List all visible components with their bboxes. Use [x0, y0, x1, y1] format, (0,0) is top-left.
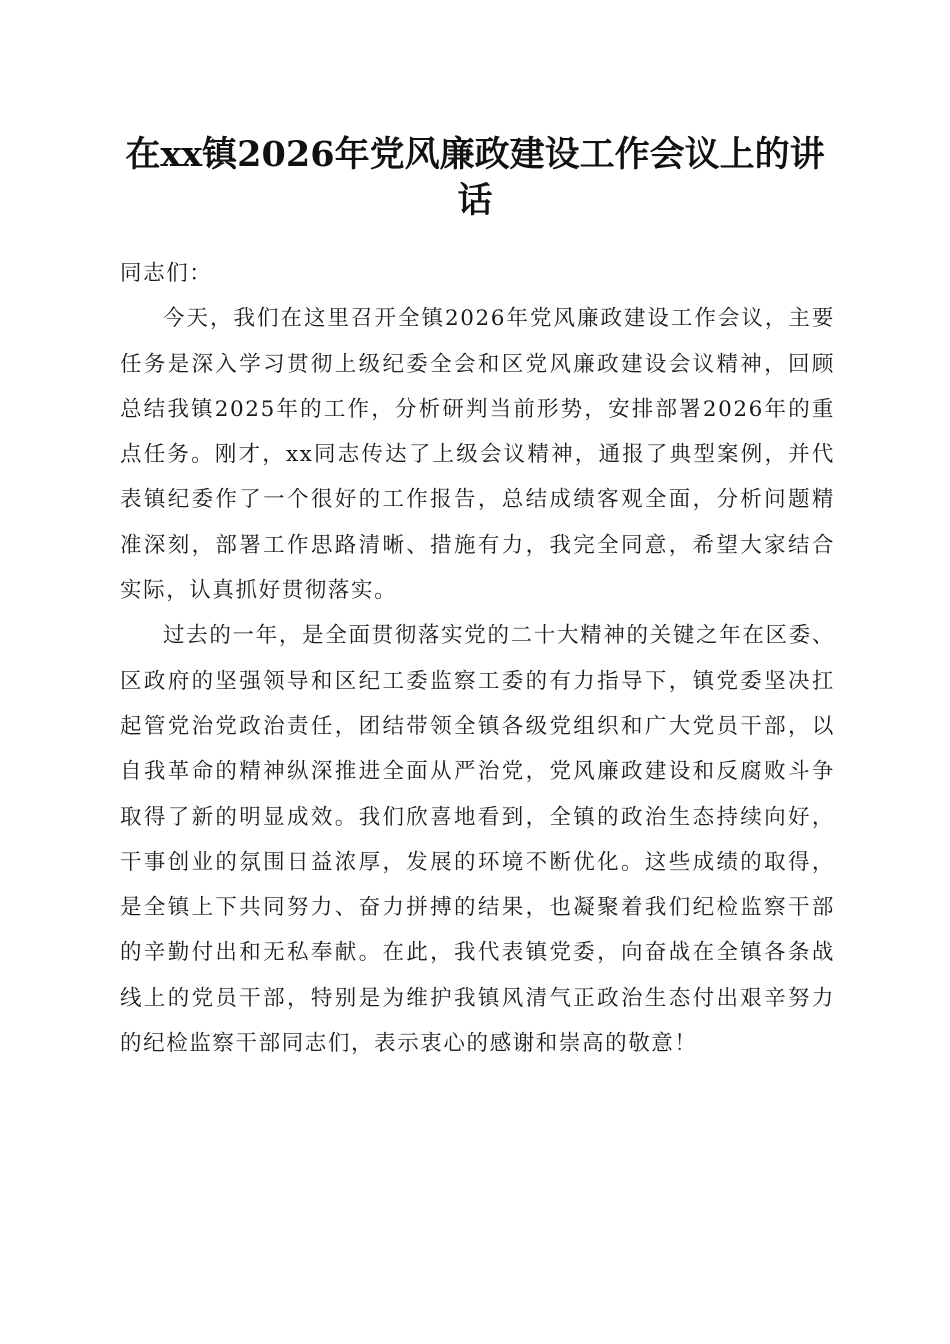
paragraph-opening: 今天，我们在这里召开全镇2026年党风廉政建设工作会议，主要任务是深入学习贯彻上级纪委全会和区党风廉政建设会议精神，回顾总结我镇2025年的工作，分析研判当前形势，安排部署2026年的重点任务。刚才，xx同志传达了上级会议精神，通报了典型案例，并代表镇纪委作了一个很好的工作报告，总结成绩客观全面，分析问题精准深刻，部署工作思路清晰、措施有力，我完全同意，希望大家结合实际，认真抓好贯彻落实。: [120, 306, 835, 604]
paragraph-review: 过去的一年，是全面贯彻落实党的二十大精神的关键之年在区委、区政府的坚强领导和区纪工委监察工委的有力指导下，镇党委坚决扛起管党治党政治责任，团结带领全镇各级党组织和广大党员干部，以自我革命的精神纵深推进全面从严治党，党风廉政建设和反腐败斗争取得了新的明显成效。我们欣喜地看到，全镇的政治生态持续向好，干事创业的氛围日益浓厚，发展的环境不断优化。这些成绩的取得，是全镇上下共同努力、奋力拼搏的结果，也凝聚着我们纪检监察干部的辛勤付出和无私奉献。在此，我代表镇党委，向奋战在全镇各条战线上的党员干部，特别是为维护我镇风清气正政治生态付出艰辛努力的纪检监察干部同志们，表示衷心的感谢和崇高的敬意！: [120, 623, 835, 1057]
salutation: 同志们：: [120, 261, 213, 286]
document-body: [120, 251, 835, 1066]
document-title: 在xx镇2026年党风廉政建设工作会议上的讲话: [125, 134, 825, 221]
